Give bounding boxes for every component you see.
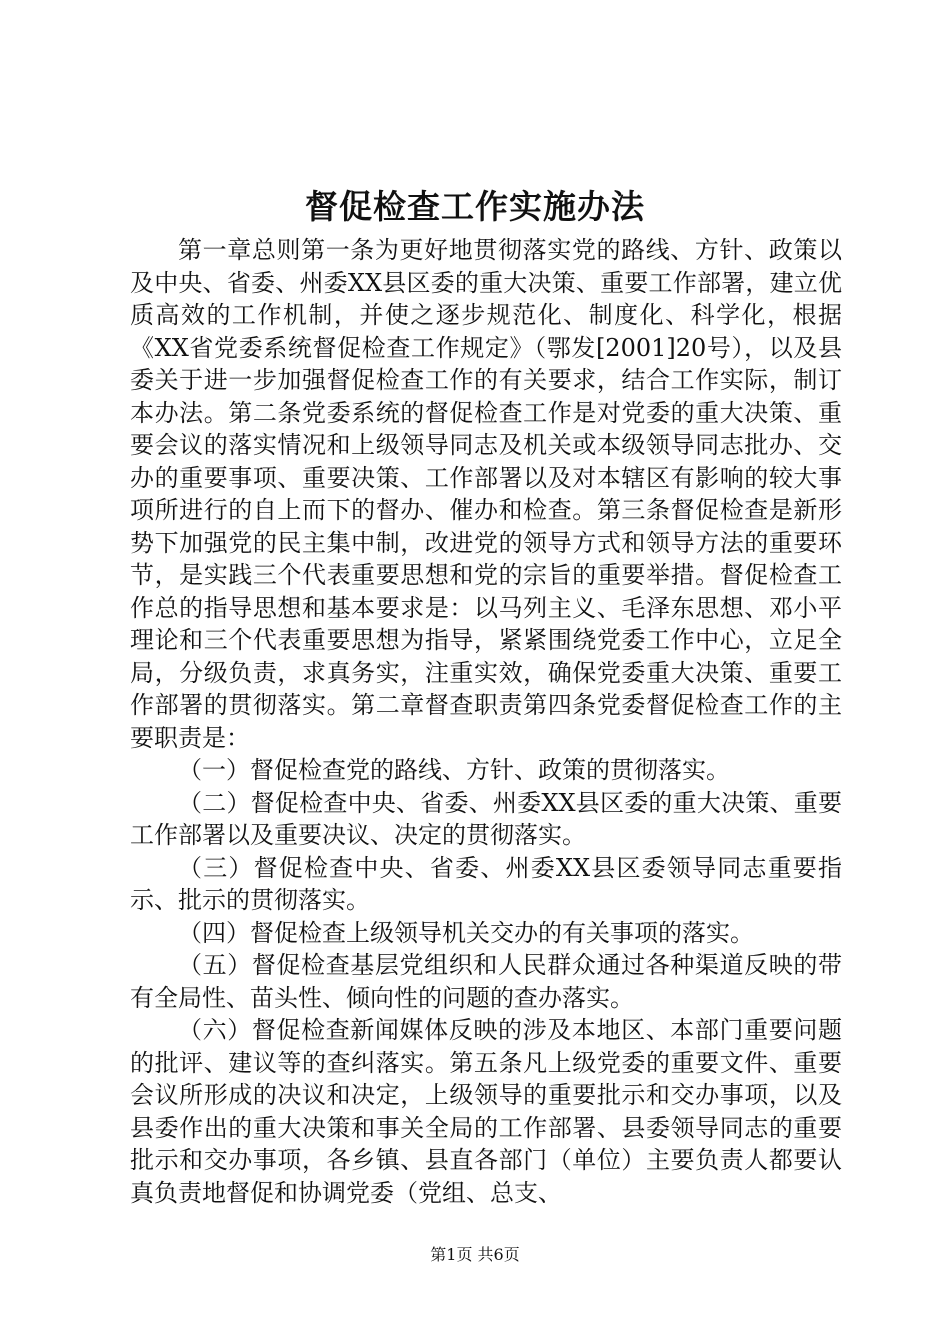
paragraph: （五）督促检查基层党组织和人民群众通过各种渠道反映的带有全局性、苗头性、倾向性的问题的查办落实。 bbox=[130, 951, 842, 1012]
paragraph: （四）督促检查上级领导机关交办的有关事项的落实。 bbox=[178, 918, 754, 947]
paragraph: （一）督促检查党的路线、方针、政策的贯彻落实。 bbox=[178, 756, 730, 784]
document-body bbox=[130, 234, 842, 1209]
page-footer: 第1页 共6页 bbox=[430, 1245, 520, 1264]
document-title: 督促检查工作实施办法 bbox=[305, 187, 645, 226]
paragraph: （六）督促检查新闻媒体反映的涉及本地区、本部门重要问题的批评、建议等的查纠落实。第五条凡上级党委的重要文件、重要会议所形成的决议和决定，上级领导的重要批示和交办事项，以及县委作出的重大决策和事关全局的工作部署、县委领导同志的重要批示和交办事项，各乡镇、县直各部门（单位）主要负责人都要认真负责地督促和协调党委（党组、总支、 bbox=[130, 1016, 842, 1207]
paragraph: 第一章总则第一条为更好地贯彻落实党的路线、方针、政策以及中央、省委、州委XX县区委的重大决策、重要工作部署，建立优质高效的工作机制，并使之逐步规范化、制度化、科学化，根据《XX省党委系统督促检查工作规定》（鄂发[2001]20号），以及县委关于进一步加强督促检查工作的有关要求，结合工作实际，制订本办法。第二条党委系统的督促检查工作是对党委的重大决策、重要会议的落实情况和上级领导同志及机关或本级领导同志批办、交办的重要事项、重要决策、工作部署以及对本辖区有影响的较大事项所进行的自上而下的督办、催办和检查。第三条督促检查是新形势下加强党的民主集中制，改进党的领导方式和领导方法的重要环节，是实践三个代表重要思想和党的宗旨的重要举措。督促检查工作总的指导思想和基本要求是：以马列主义、毛泽东思想、邓小平理论和三个代表重要思想为指导，紧紧围绕党委工作中心，立足全局，分级负责，求真务实，注重实效，确保党委重大决策、重要工作部署的贯彻落实。第二章督查职责第四条党委督促检查工作的主要职责是： bbox=[130, 236, 842, 752]
paragraph: （二）督促检查中央、省委、州委XX县区委的重大决策、重要工作部署以及重要决议、决定的贯彻落实。 bbox=[130, 788, 842, 849]
paragraph: （三）督促检查中央、省委、州委XX县区委领导同志重要指示、批示的贯彻落实。 bbox=[130, 853, 842, 914]
